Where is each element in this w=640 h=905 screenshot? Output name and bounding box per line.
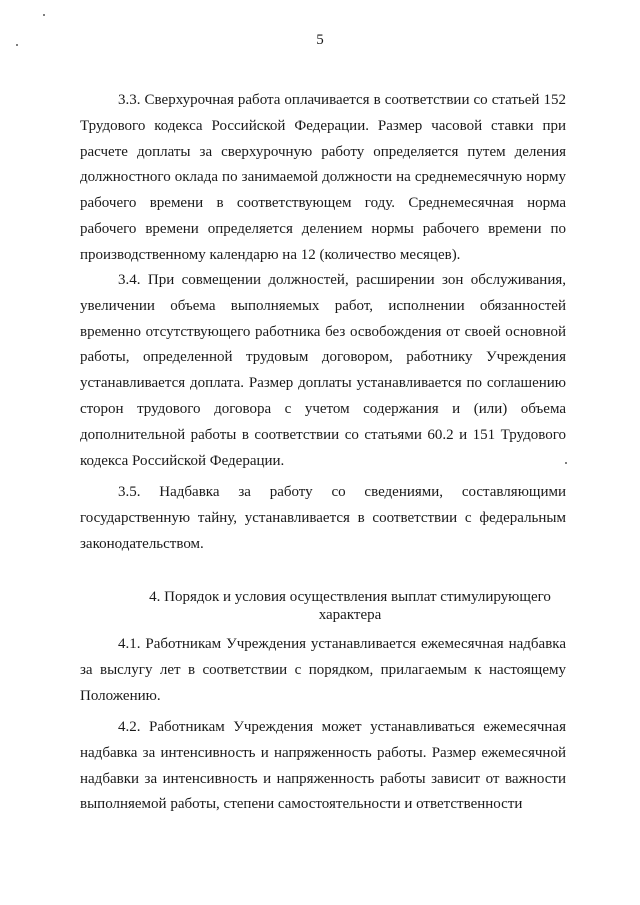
section-4-heading-line2: характера [318,607,382,623]
paragraph-4-2: 4.2. Работникам Учреждения может устанавливаться ежемесячная надбавка за интенсивность и напряженность работы. Размер ежемесячной надбавки за интенсивность и напряженность работы зависит от важности выполняемой работы, степени самостоятельности и ответственности [80,719,566,813]
page-number: 5 [316,32,324,48]
paragraph-4-1: 4.1. Работникам Учреждения устанавливается ежемесячная надбавка за выслугу лет в соответствии с порядком, прилагаемым к настоящему Положению. [80,636,566,704]
paragraph-3-4: 3.4. При совмещении должностей, расширении зон обслуживания, увеличении объема выполняемых работ, исполнении обязанностей временно отсутствующего работника без освобождения от своей основной работы, определенной трудовым договором, работнику Учреждения устанавливается доплата. Размер доплаты устанавливается по соглашению сторон трудового договора с учетом содержания и (или) объема дополнительной работы в соответствии со статьями 60.2 и 151 Трудового кодекса Российской Федерации. [80,272,566,469]
paragraph-3-3: 3.3. Сверхурочная работа оплачивается в соответствии со статьей 152 Трудового кодекса Российской Федерации. Размер часовой ставки при расчете доплаты за сверхурочную работу определяется путем деления должностного оклада по занимаемой должности на среднемесячную норму рабочего времени в соответствующем году. Среднемесячная норма рабочего времени определяется делением нормы рабочего времени по производственному календарю на 12 (количество месяцев). [80,92,566,263]
paragraph-3-5: 3.5. Надбавка за работу со сведениями, составляющими государственную тайну, устанавливается в соответствии с федеральным законодательством. [80,484,566,552]
section-4-heading [130,588,570,624]
scan-speck [43,14,45,16]
section-4-heading-line1: 4. Порядок и условия осуществления выплат стимулирующего [149,589,551,605]
